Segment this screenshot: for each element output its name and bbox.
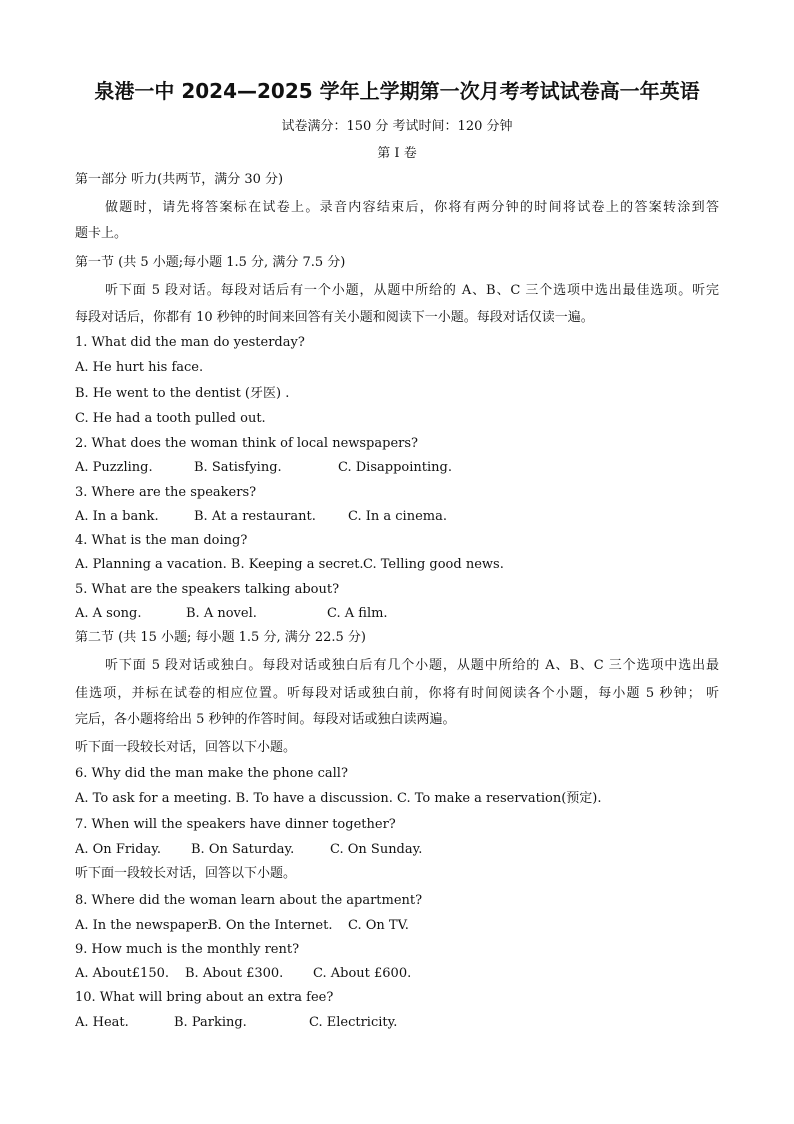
q5-option-c: C. A film. <box>327 606 388 621</box>
listening-prompt: 听下面一段较长对话，回答以下小题。 <box>75 740 297 755</box>
volume-label: 第 I 卷 <box>377 146 417 161</box>
part1-heading: 第一部分 听力(共两节，满分 30 分) <box>75 172 284 187</box>
q9-option-c: C. About £600. <box>313 966 412 981</box>
q9-options <box>75 966 719 982</box>
q1-option-a: A. He hurt his face. <box>75 360 204 375</box>
q8-stem: 8. Where did the woman learn about the apartment? <box>75 893 423 908</box>
listening-prompt: 听下面一段较长对话，回答以下小题。 <box>75 866 297 881</box>
q5-option-b: B. A novel. <box>186 606 257 621</box>
q5-options <box>75 606 719 622</box>
part1-instruction-line1: 做题时，请先将答案标在试卷上。录音内容结束后，你将有两分钟的时间将试卷上的答案转涂到答 <box>105 200 719 215</box>
q4-options-ab: A. Planning a vacation. B. Keeping a secret. <box>75 557 364 572</box>
q7-option-a: A. On Friday. <box>75 842 162 857</box>
q4-stem: 4. What is the man doing? <box>75 533 248 548</box>
q7-option-b: B. On Saturday. <box>191 842 295 857</box>
part1-instruction-line2: 题卡上。 <box>75 226 128 241</box>
q3-option-b: B. At a restaurant. <box>194 509 316 524</box>
q7-option-c: C. On Sunday. <box>330 842 423 857</box>
q5-option-a: A. A song. <box>75 606 142 621</box>
q8-option-a: A. In the newspaper. <box>75 918 211 933</box>
q4-options <box>75 557 719 573</box>
section1-instruction-line2: 每段对话后，你都有 10 秒钟的时间来回答有关小题和阅读下一小题。每段对话仅读一遍。 <box>75 310 594 325</box>
q8-option-c: C. On TV. <box>348 918 409 933</box>
q9-option-a: A. About£150. <box>75 966 170 981</box>
q1-option-c: C. He had a tooth pulled out. <box>75 411 266 426</box>
q3-stem: 3. Where are the speakers? <box>75 485 257 500</box>
q10-option-b: B. Parking. <box>174 1015 247 1030</box>
section1-heading: 第一节 (共 5 小题;每小题 1.5 分, 满分 7.5 分) <box>75 255 346 270</box>
q1-stem: 1. What did the man do yesterday? <box>75 335 305 350</box>
exam-meta: 试卷满分：150 分 考试时间：120 分钟 <box>281 119 513 134</box>
q2-option-c: C. Disappointing. <box>338 460 452 475</box>
section2-instruction-line3: 完后，各小题将给出 5 秒钟的作答时间。每段对话或独白读两遍。 <box>75 712 456 727</box>
q6-options: A. To ask for a meeting. B. To have a discussion. C. To make a reservation(预定). <box>75 791 602 806</box>
section2-instruction-line2: 佳选项，并标在试卷的相应位置。听每段对话或独白前，你将有时间阅读各个小题，每小题 5 秒钟； 听 <box>75 686 719 701</box>
q7-stem: 7. When will the speakers have dinner together? <box>75 817 396 832</box>
q3-option-a: A. In a bank. <box>75 509 159 524</box>
q2-option-b: B. Satisfying. <box>194 460 282 475</box>
q10-option-c: C. Electricity. <box>309 1015 398 1030</box>
q10-options <box>75 1015 719 1031</box>
exam-title: 泉港一中 2024—2025 学年上学期第一次月考考试试卷高一年英语 <box>94 79 700 103</box>
q3-options <box>75 509 719 525</box>
q2-option-a: A. Puzzling. <box>75 460 153 475</box>
q8-options <box>75 918 719 934</box>
section2-heading: 第二节 (共 15 小题; 每小题 1.5 分, 满分 22.5 分) <box>75 630 367 645</box>
section1-instruction-line1: 听下面 5 段对话。每段对话后有一个小题，从题中所给的 A、B、C 三个选项中选出最佳选项。听完 <box>105 283 719 298</box>
q10-option-a: A. Heat. <box>75 1015 129 1030</box>
q7-options <box>75 842 719 858</box>
q5-stem: 5. What are the speakers talking about? <box>75 582 340 597</box>
q1-option-b: B. He went to the dentist (牙医) . <box>75 386 290 401</box>
section2-instruction-line1: 听下面 5 段对话或独白。每段对话或独白后有几个小题，从题中所给的 A、B、C 三个选项中选出最 <box>105 658 719 673</box>
q8-option-b: B. On the Internet. <box>208 918 333 933</box>
q10-stem: 10. What will bring about an extra fee? <box>75 990 334 1005</box>
q9-option-b: B. About £300. <box>185 966 284 981</box>
q3-option-c: C. In a cinema. <box>348 509 447 524</box>
q4-option-c: C. Telling good news. <box>363 557 504 572</box>
q2-options <box>75 460 719 476</box>
q2-stem: 2. What does the woman think of local newspapers? <box>75 436 419 451</box>
q9-stem: 9. How much is the monthly rent? <box>75 942 300 957</box>
q6-stem: 6. Why did the man make the phone call? <box>75 766 348 781</box>
